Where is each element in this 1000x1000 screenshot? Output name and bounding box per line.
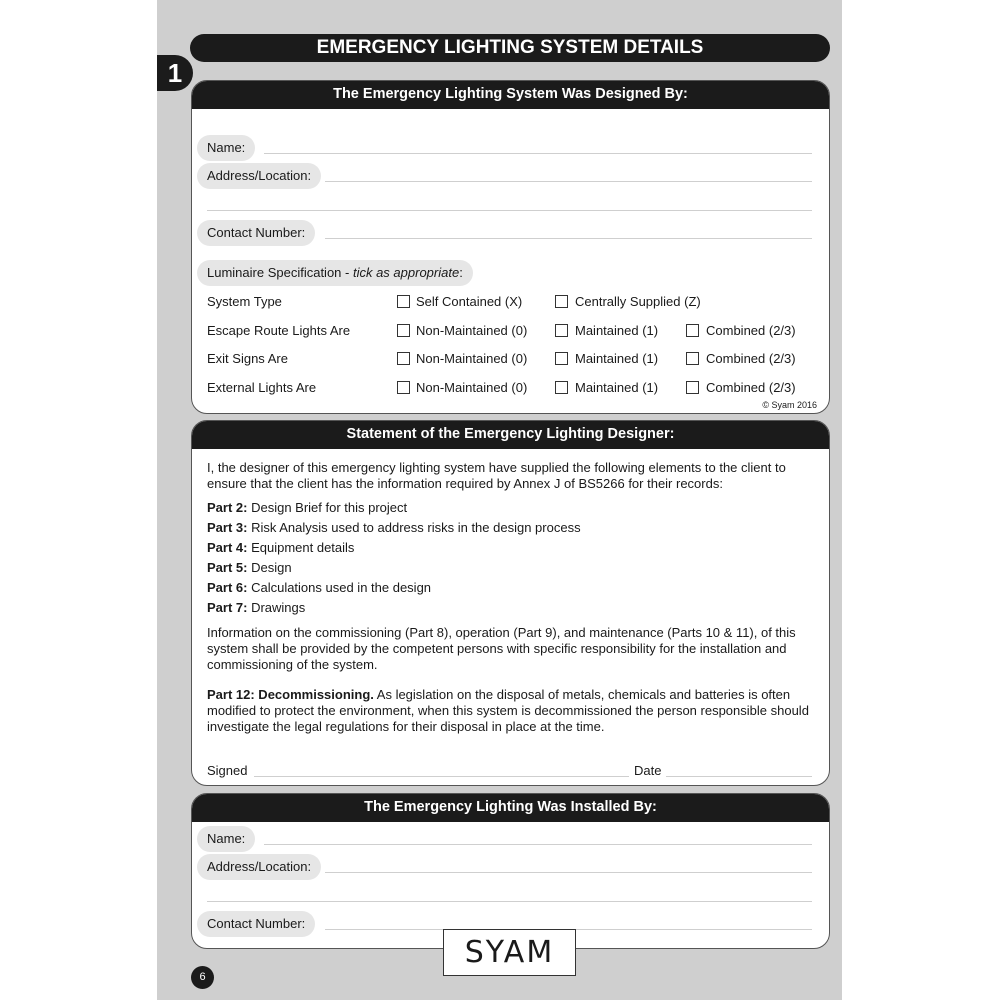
signature-field[interactable] <box>254 776 629 777</box>
self-contained-checkbox[interactable] <box>397 295 410 308</box>
self-contained-option: Self Contained (X) <box>416 294 523 309</box>
exit-signs-label: Exit Signs Are <box>207 351 288 366</box>
escape-combined-option: Combined (2/3) <box>706 323 796 338</box>
part-item: Part 7: Drawings <box>207 600 306 615</box>
part-item: Part 2: Design Brief for this project <box>207 500 408 515</box>
escape-maintained-option: Maintained (1) <box>575 323 659 338</box>
spec-note: tick as appropriate <box>352 265 460 280</box>
centrally-supplied-option: Centrally Supplied (Z) <box>575 294 701 309</box>
copyright-note: © Syam 2016 <box>762 400 817 410</box>
part-number-tab: 1 <box>157 55 193 91</box>
luminaire-spec-label: Luminaire Specification - tick as appropriate: <box>197 260 473 286</box>
installer-address-label: Address/Location: <box>197 854 321 880</box>
designer-contact-label: Contact Number: <box>197 220 315 246</box>
designed-by-header: The Emergency Lighting System Was Designed By: <box>191 80 830 109</box>
date-field[interactable] <box>666 776 812 777</box>
centrally-supplied-checkbox[interactable] <box>555 295 568 308</box>
decommissioning-info: Part 12: Decommissioning. As legislation on the disposal of metals, chemicals and batteries is often modified to protect the environment, when this system is decommissioned the person responsible should investigate the legal regulations for their disposal in place at the time. <box>207 687 809 734</box>
date-label: Date <box>634 763 662 778</box>
designer-address-field-line2[interactable] <box>207 210 812 211</box>
installer-address-field[interactable] <box>325 872 812 873</box>
external-combined-checkbox[interactable] <box>686 381 699 394</box>
system-type-label: System Type <box>207 294 282 309</box>
escape-nonmaintained-option: Non-Maintained (0) <box>416 323 528 338</box>
external-lights-label: External Lights Are <box>207 380 317 395</box>
exit-combined-option: Combined (2/3) <box>706 351 796 366</box>
external-nonmaintained-checkbox[interactable] <box>397 381 410 394</box>
escape-nonmaintained-checkbox[interactable] <box>397 324 410 337</box>
part-item: Part 6: Calculations used in the design <box>207 580 432 595</box>
syam-logo: SYAM <box>443 929 576 976</box>
designer-address-label: Address/Location: <box>197 163 321 189</box>
designed-by-section <box>191 80 830 414</box>
installer-address-field-line2[interactable] <box>207 901 812 902</box>
designer-name-label: Name: <box>197 135 255 161</box>
installer-name-label: Name: <box>197 826 255 852</box>
exit-nonmaintained-option: Non-Maintained (0) <box>416 351 528 366</box>
exit-nonmaintained-checkbox[interactable] <box>397 352 410 365</box>
exit-maintained-option: Maintained (1) <box>575 351 659 366</box>
external-maintained-option: Maintained (1) <box>575 380 659 395</box>
commissioning-info: Information on the commissioning (Part 8), operation (Part 9), and maintenance (Parts 10 & 11), of this system shall be provided by the competent persons with specific responsibility for the installation and commissioning of the system. <box>207 625 796 672</box>
external-nonmaintained-option: Non-Maintained (0) <box>416 380 528 395</box>
signed-label: Signed <box>207 763 248 778</box>
escape-maintained-checkbox[interactable] <box>555 324 568 337</box>
escape-combined-checkbox[interactable] <box>686 324 699 337</box>
installer-contact-label: Contact Number: <box>197 911 315 937</box>
part-item: Part 5: Design <box>207 560 292 575</box>
exit-combined-checkbox[interactable] <box>686 352 699 365</box>
external-maintained-checkbox[interactable] <box>555 381 568 394</box>
designer-address-field[interactable] <box>325 181 812 182</box>
designer-statement-section <box>191 420 830 786</box>
designer-name-field[interactable] <box>264 153 812 154</box>
installed-by-header: The Emergency Lighting Was Installed By: <box>191 793 830 822</box>
installer-name-field[interactable] <box>264 844 812 845</box>
page-title: EMERGENCY LIGHTING SYSTEM DETAILS <box>190 34 830 62</box>
installed-by-section <box>191 793 830 949</box>
statement-intro: I, the designer of this emergency lighting system have supplied the following elements to the client to ensure that the client has the information required by Annex J of BS5266 for their records: <box>207 460 786 491</box>
designer-contact-field[interactable] <box>325 238 812 239</box>
part-item: Part 4: Equipment details <box>207 540 355 555</box>
page-number: 6 <box>191 966 214 989</box>
part-item: Part 3: Risk Analysis used to address risks in the design process <box>207 520 581 535</box>
escape-route-label: Escape Route Lights Are <box>207 323 351 338</box>
statement-header: Statement of the Emergency Lighting Designer: <box>191 420 830 449</box>
exit-maintained-checkbox[interactable] <box>555 352 568 365</box>
external-combined-option: Combined (2/3) <box>706 380 796 395</box>
